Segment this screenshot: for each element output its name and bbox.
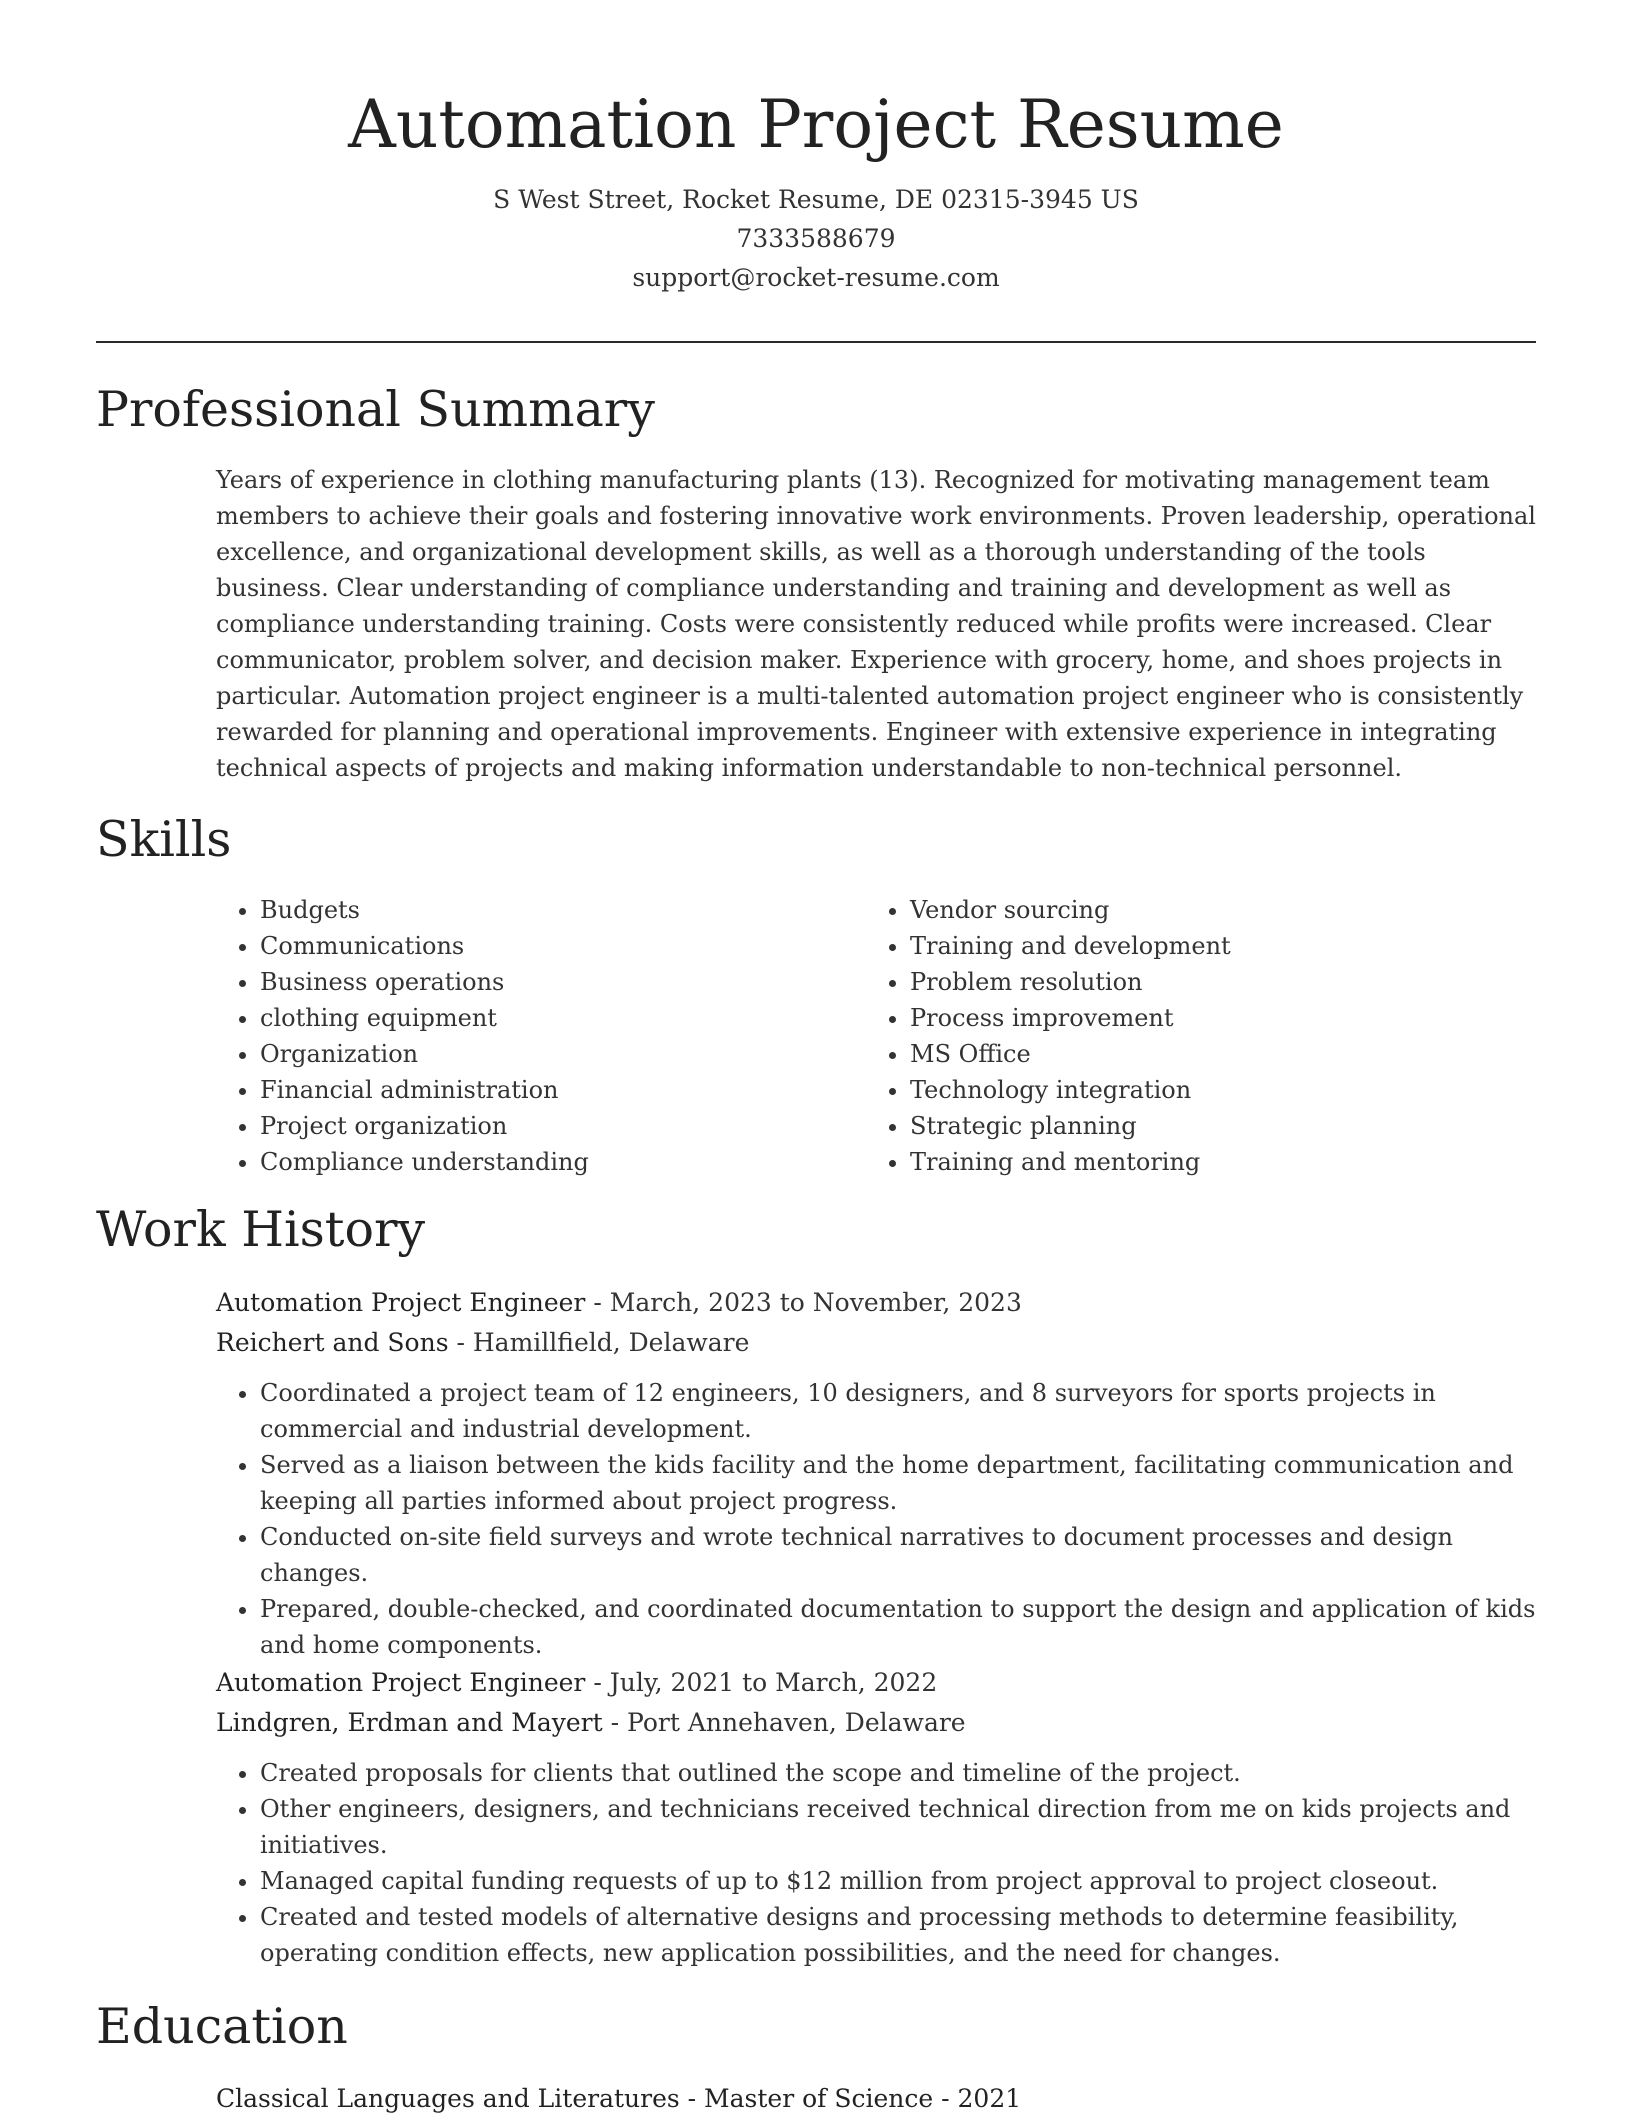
contact-info xyxy=(96,180,1536,297)
contact-email: support@rocket-resume.com xyxy=(632,263,1000,292)
job-location: Hamillfield, Delaware xyxy=(472,1328,750,1357)
education-year: 2021 xyxy=(957,2084,1022,2113)
skill-item: • Business operations xyxy=(260,964,866,1000)
education-entry xyxy=(216,2079,1536,2119)
skill-item: • clothing equipment xyxy=(260,1000,866,1036)
job-dates: March, 2023 to November, 2023 xyxy=(609,1288,1022,1317)
job-dates: July, 2021 to March, 2022 xyxy=(609,1668,938,1697)
job-bullets xyxy=(216,1755,1536,1971)
job-bullet: • Coordinated a project team of 12 engineers, 10 designers, and 8 surveyors for sports projects in commercial and industrial development. xyxy=(260,1375,1536,1447)
skill-item: • Organization xyxy=(260,1036,866,1072)
job-bullet: • Conducted on-site field surveys and wrote technical narratives to document processes and design changes. xyxy=(260,1519,1536,1591)
dash-separator: - xyxy=(602,1708,628,1737)
job-bullet: • Created proposals for clients that outlined the scope and timeline of the project. xyxy=(260,1755,1536,1791)
dash-separator: - xyxy=(448,1328,473,1357)
skill-item: • Problem resolution xyxy=(910,964,1516,1000)
skill-item: • Communications xyxy=(260,928,866,964)
job-location: Port Annehaven, Delaware xyxy=(627,1708,966,1737)
skill-item: • Project organization xyxy=(260,1108,866,1144)
job-bullet: • Prepared, double-checked, and coordinated documentation to support the design and application of kids and home components. xyxy=(260,1591,1536,1663)
job-title: Automation Project Engineer xyxy=(216,1668,586,1697)
dash-separator: - xyxy=(679,2084,705,2113)
skill-item: • Process improvement xyxy=(910,1000,1516,1036)
job-entry xyxy=(216,1663,1536,1971)
section-title-work-history: Work History xyxy=(96,1201,426,1258)
skill-item: • Compliance understanding xyxy=(260,1144,866,1180)
section-title-summary: Professional Summary xyxy=(96,381,655,438)
dash-separator: - xyxy=(585,1668,610,1697)
section-title-education: Education xyxy=(96,1998,348,2055)
job-entry xyxy=(216,1283,1536,1663)
job-title-line xyxy=(216,1283,1536,1323)
skill-item: • Financial administration xyxy=(260,1072,866,1108)
job-company-line xyxy=(216,1323,1536,1363)
skill-item: • Vendor sourcing xyxy=(910,892,1516,928)
job-bullets xyxy=(216,1375,1536,1663)
summary-text: Years of experience in clothing manufacturing plants (13). Recognized for motivating management team members to achieve their goals and fostering innovative work environments. Proven leadership, operational excellence, and organizational development skills, as well as a thorough understanding of the tools business. Clear understanding of compliance understanding and training and development as well as compliance understanding training. Costs were consistently reduced while profits were increased. Clear communicator, problem solver, and decision maker. Experience with grocery, home, and shoes projects in particular. Automation project engineer is a multi-talented automation project engineer who is consistently rewarded for planning and operational improvements. Engineer with extensive experience in integrating technical aspects of projects and making information understandable to non-technical personnel. xyxy=(216,466,1536,782)
skill-item: • Technology integration xyxy=(910,1072,1516,1108)
skill-item: • MS Office xyxy=(910,1036,1516,1072)
skill-item: • Budgets xyxy=(260,892,866,928)
dash-separator: - xyxy=(585,1288,610,1317)
header-divider xyxy=(96,341,1536,343)
contact-address: S West Street, Rocket Resume, DE 02315-3945 US xyxy=(493,185,1139,214)
job-company: Reichert and Sons xyxy=(216,1328,449,1357)
skill-item: • Training and mentoring xyxy=(910,1144,1516,1180)
skill-item: • Strategic planning xyxy=(910,1108,1516,1144)
skills-list xyxy=(216,892,1536,1180)
education-degree: Master of Science xyxy=(704,2084,934,2113)
job-bullet: • Created and tested models of alternative designs and processing methods to determine feasibility, operating condition effects, new application possibilities, and the need for changes. xyxy=(260,1899,1536,1971)
job-bullet: • Served as a liaison between the kids facility and the home department, facilitating communication and keeping all parties informed about project progress. xyxy=(260,1447,1536,1519)
job-bullet: • Other engineers, designers, and technicians received technical direction from me on kids projects and initiatives. xyxy=(260,1791,1536,1863)
skills-column-right xyxy=(866,892,1516,1180)
section-title-skills: Skills xyxy=(96,811,232,868)
job-company: Lindgren, Erdman and Mayert xyxy=(216,1708,603,1737)
contact-phone: 7333588679 xyxy=(736,224,896,253)
job-bullet: • Managed capital funding requests of up to $12 million from project approval to project closeout. xyxy=(260,1863,1536,1899)
skill-item: • Training and development xyxy=(910,928,1516,964)
job-company-line xyxy=(216,1703,1536,1743)
job-title-line xyxy=(216,1663,1536,1703)
job-title: Automation Project Engineer xyxy=(216,1288,586,1317)
dash-separator: - xyxy=(933,2084,958,2113)
education-field: Classical Languages and Literatures xyxy=(216,2084,680,2113)
resume-title: Automation Project Resume xyxy=(348,86,1284,163)
resume-header xyxy=(96,80,1536,297)
skills-column-left xyxy=(216,892,866,1180)
